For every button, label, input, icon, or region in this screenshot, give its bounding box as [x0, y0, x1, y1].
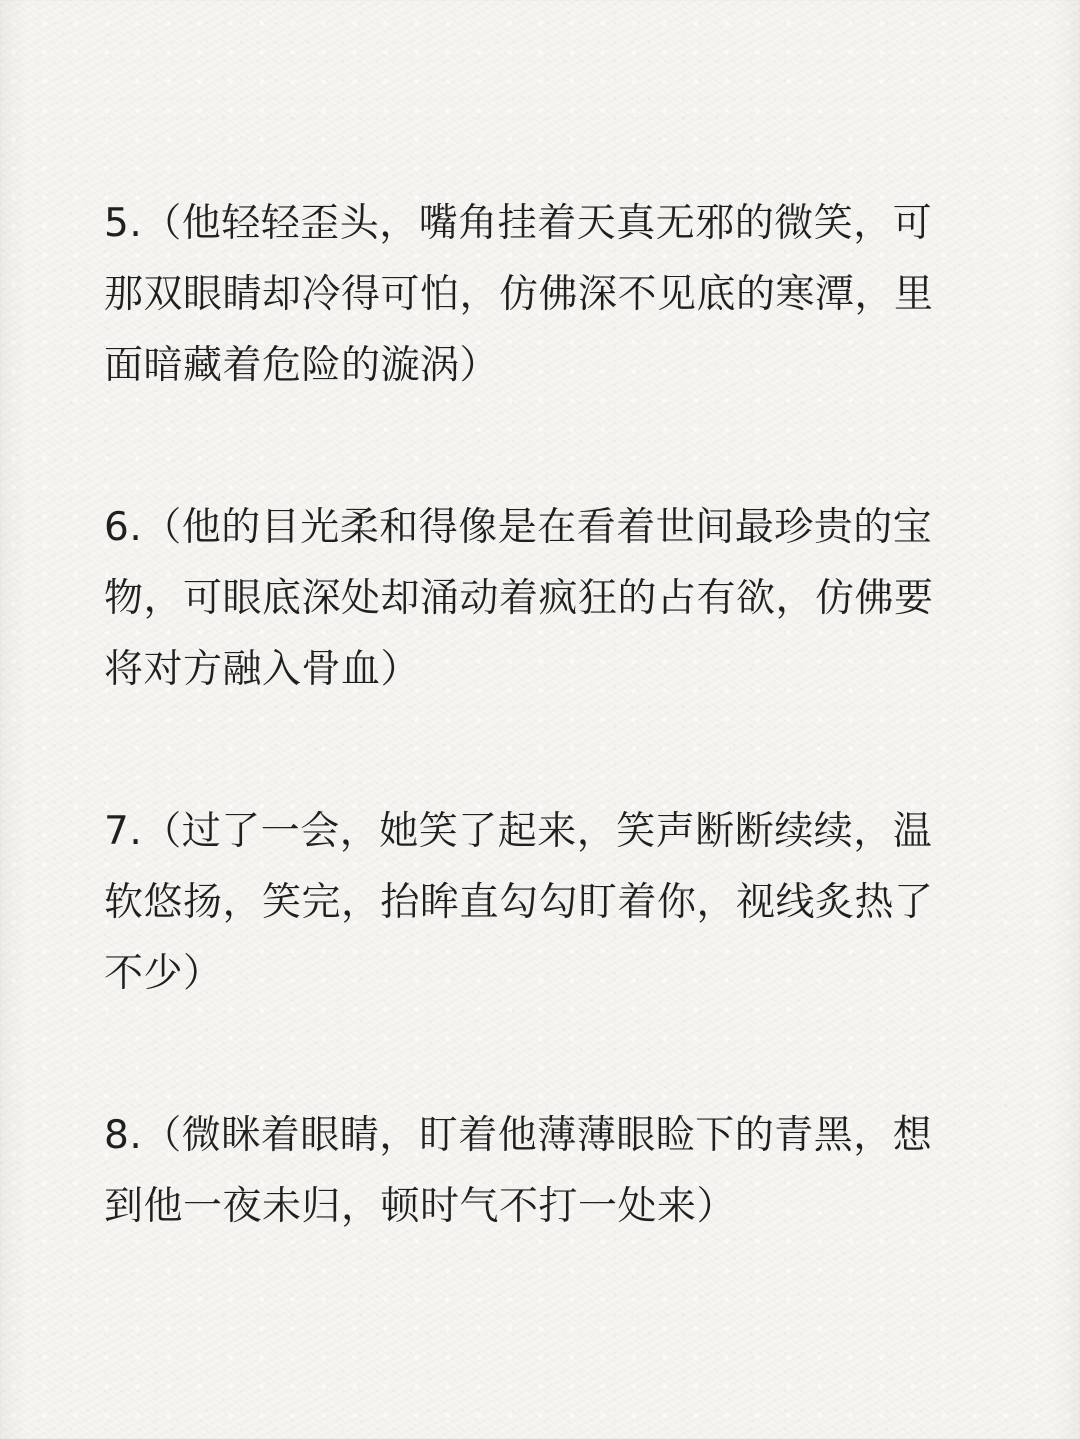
- list-item-6: 6.（他的目光柔和得像是在看着世间最珍贵的宝物，可眼底深处却涌动着疯狂的占有欲，仿佛要将对方融入骨血）: [104, 505, 934, 692]
- list-item-8: 8.（微眯着眼睛，盯着他薄薄眼睑下的青黑，想到他一夜未归，顿时气不打一处来）: [104, 1113, 933, 1229]
- list-item-7: 7.（过了一会，她笑了起来，笑声断断续续，温软悠扬，笑完，抬眸直勾勾盯着你，视线炙热了不少）: [104, 809, 934, 996]
- list-item-5: 5.（他轻轻歪头，嘴角挂着天真无邪的微笑，可那双眼睛却冷得可怕，仿佛深不见底的寒潭，里面暗藏着危险的漩涡）: [104, 201, 934, 388]
- paper-left-shadow: [0, 0, 28, 1439]
- paper-right-shadow: [1052, 0, 1080, 1439]
- text-list: [104, 188, 964, 1242]
